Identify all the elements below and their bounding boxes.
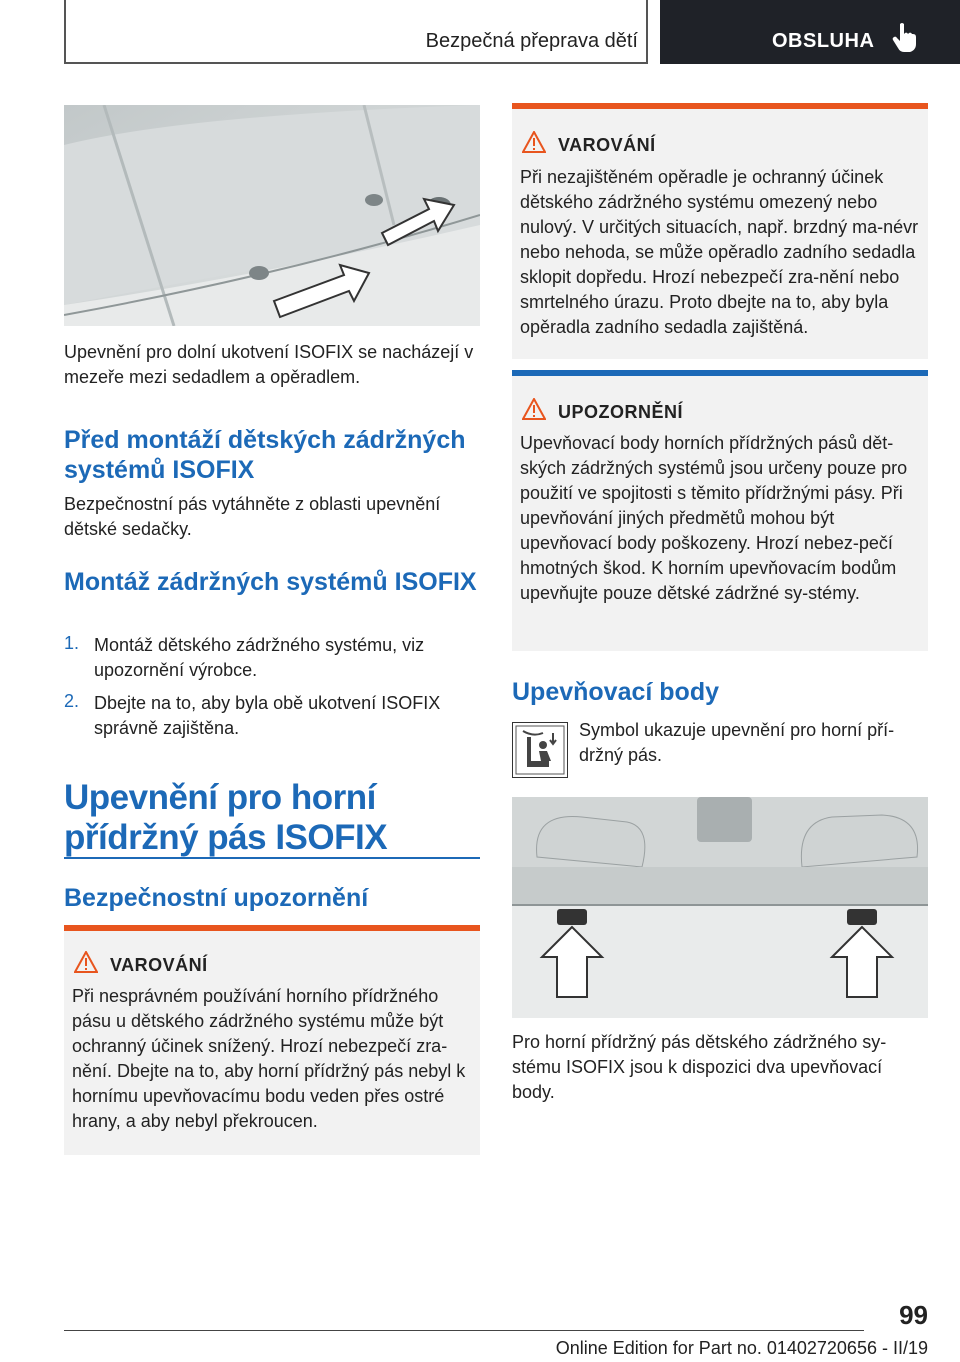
- header-tab: [660, 0, 960, 64]
- paragraph-before-mounting: Bezpečnostní pás vytáhněte z oblasti upevnění dětské sedačky.: [64, 494, 441, 539]
- list-item-number: 2.: [64, 691, 80, 711]
- heading-before-mounting: Před montáží dětských zádržných systémů ISOFIX: [64, 426, 466, 484]
- warning-box-left: [64, 925, 480, 1155]
- notice-title: UPOZORNĚNÍ: [558, 402, 684, 422]
- heading-safety-notes: Bezpečnostní upozornění: [64, 884, 369, 912]
- mounting-steps-list: [64, 633, 480, 743]
- pointing-hand-icon: [892, 22, 918, 52]
- warning-bar: [512, 103, 928, 109]
- page-number: 99: [899, 1300, 928, 1330]
- notice-bar: [512, 370, 928, 376]
- symbol-description: Symbol ukazuje upevnění pro horní pří-držný pás.: [579, 720, 895, 765]
- heading-anchor-points: Upevňovací body: [512, 678, 719, 706]
- warning-triangle-icon: [522, 131, 546, 153]
- warning-triangle-icon: [74, 951, 98, 973]
- warning-triangle-icon: [522, 398, 546, 420]
- image-seat-gap: [64, 105, 480, 326]
- list-item-text: Dbejte na to, aby byla obě ukotvení ISOFIX správně zajištěna.: [94, 693, 441, 738]
- warning-title: VAROVÁNÍ: [110, 955, 208, 975]
- warning-title: VAROVÁNÍ: [558, 135, 656, 155]
- child-seat-top-tether-icon: [512, 722, 568, 778]
- warning-box-right: [512, 103, 928, 359]
- list-item-number: 1.: [64, 633, 80, 653]
- footer-rule: [64, 1330, 864, 1331]
- image-caption-isofix-lower: Upevnění pro dolní ukotvení ISOFIX se nacházejí v mezeře mezi sedadlem a opěradlem.: [64, 342, 474, 387]
- warning-bar: [64, 925, 480, 931]
- header-tab-label: OBSLUHA: [772, 30, 875, 52]
- image-caption-anchor-points: Pro horní přídržný pás dětského zádržného sy-stému ISOFIX jsou k dispozici dva upevňovací body.: [512, 1032, 887, 1102]
- image-rear-shelf-anchors: [512, 797, 928, 1018]
- warning-text: Při nezajištěném opěradle je ochranný účinek dětského zádržného systému omezený nebo nulový. V určitých situacích, např. brzdný ma-névr nebo nehoda, se může opěradlo zadního sedadla sklopit dopředu. Hrozí nebezpečí zra-nění nebo smrtelného úrazu. Proto dbejte na to, aby byla opěradla zadního sedadla zajištěná.: [520, 167, 919, 337]
- notice-box: [512, 370, 928, 651]
- list-item-text: Montáž dětského zádržného systému, viz upozornění výrobce.: [94, 635, 425, 680]
- footer-edition: Online Edition for Part no. 01402720656 - II/19: [555, 1338, 928, 1358]
- header-section-title: Bezpečná přeprava dětí: [425, 30, 638, 52]
- heading-mounting: Montáž zádržných systémů ISOFIX: [64, 568, 477, 596]
- heading-rule: [64, 857, 480, 859]
- heading-top-tether: Upevnění pro horní přídržný pás ISOFIX: [64, 778, 388, 857]
- warning-text: Při nesprávném používání horního přídržného pásu u dětského zádržného systému může být ochranný účinek snížený. Hrozí nebezpečí zra-nění. Dbejte na to, aby horní přídržný pás nebyl k hornímu upevňovacímu bodu veden přes ostré hrany, a aby nebyl překroucen.: [72, 986, 466, 1131]
- notice-text: Upevňovací body horních přídržných pásů dět-ských zádržných systémů jsou určeny pouze pro použití ve spojitosti s těmito přídržnými pásy. Při upevňování jiných předmětů mohou být upevňovací body poškozeny. Hrozí nebez-pečí hmotných škod. K horním upevňovacím bodům upevňujte pouze dětské zádržné sy-stémy.: [520, 433, 908, 603]
